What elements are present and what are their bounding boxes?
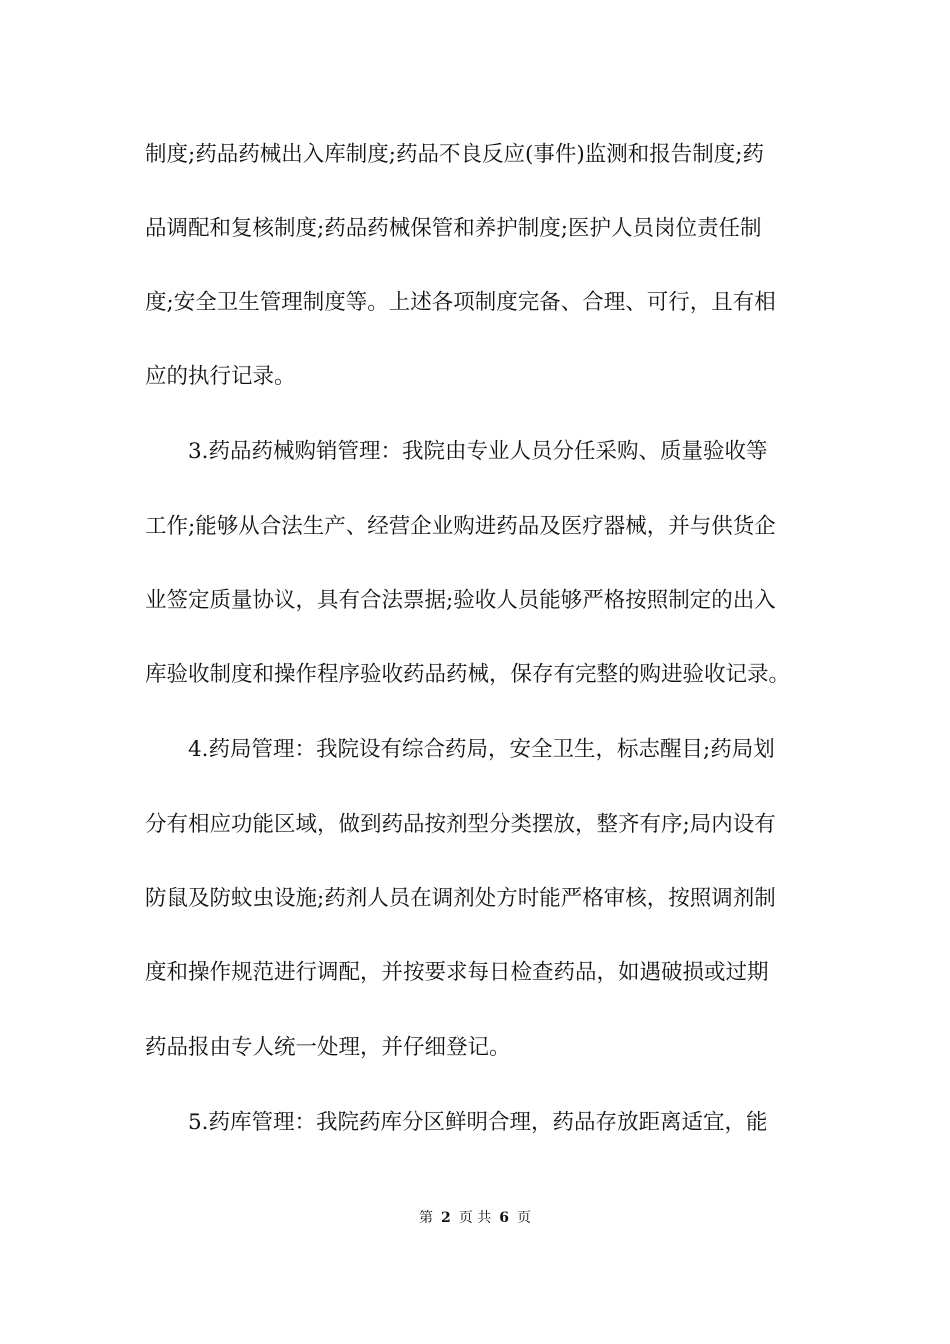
text-line: 品调配和复核制度;药品药械保管和养护制度;医护人员岗位责任制 [145,216,762,241]
text-line: 制度;药品药械出入库制度;药品不良反应(事件)监测和报告制度;药 [145,142,765,167]
text-line: 应的执行记录。 [145,364,296,389]
text-line: 工作;能够从合法生产、经营企业购进药品及医疗器械，并与供货企 [145,514,776,539]
text-line: 4.药局管理：我院设有综合药局，安全卫生，标志醒目;药局划 [145,737,775,762]
text-line: 3.药品药械购销管理：我院由专业人员分任采购、质量验收等 [145,439,768,464]
text-line: 5.药库管理：我院药库分区鲜明合理，药品存放距离适宜，能 [145,1110,768,1135]
text-line: 库验收制度和操作程序验收药品药械，保存有完整的购进验收记录。 [145,662,791,687]
footer-total-pages: 6 [499,1210,509,1226]
text-line: 业签定质量协议，具有合法票据;验收人员能够严格按照制定的出入 [145,588,776,613]
footer-middle: 页 共 [458,1210,492,1226]
page-footer [0,1208,950,1228]
text-line: 度;安全卫生管理制度等。上述各项制度完备、合理、可行，且有相 [145,290,776,315]
text-line: 防鼠及防蚊虫设施;药剂人员在调剂处方时能严格审核，按照调剂制 [145,886,776,911]
text-line: 药品报由专人统一处理，并仔细登记。 [145,1035,511,1060]
footer-suffix: 页 [516,1210,531,1226]
text-line: 度和操作规范进行调配，并按要求每日检查药品，如遇破损或过期 [145,960,769,985]
footer-current-page: 2 [441,1210,451,1226]
footer-prefix: 第 [419,1210,434,1226]
text-line: 分有相应功能区域，做到药品按剂型分类摆放，整齐有序;局内设有 [145,812,776,837]
